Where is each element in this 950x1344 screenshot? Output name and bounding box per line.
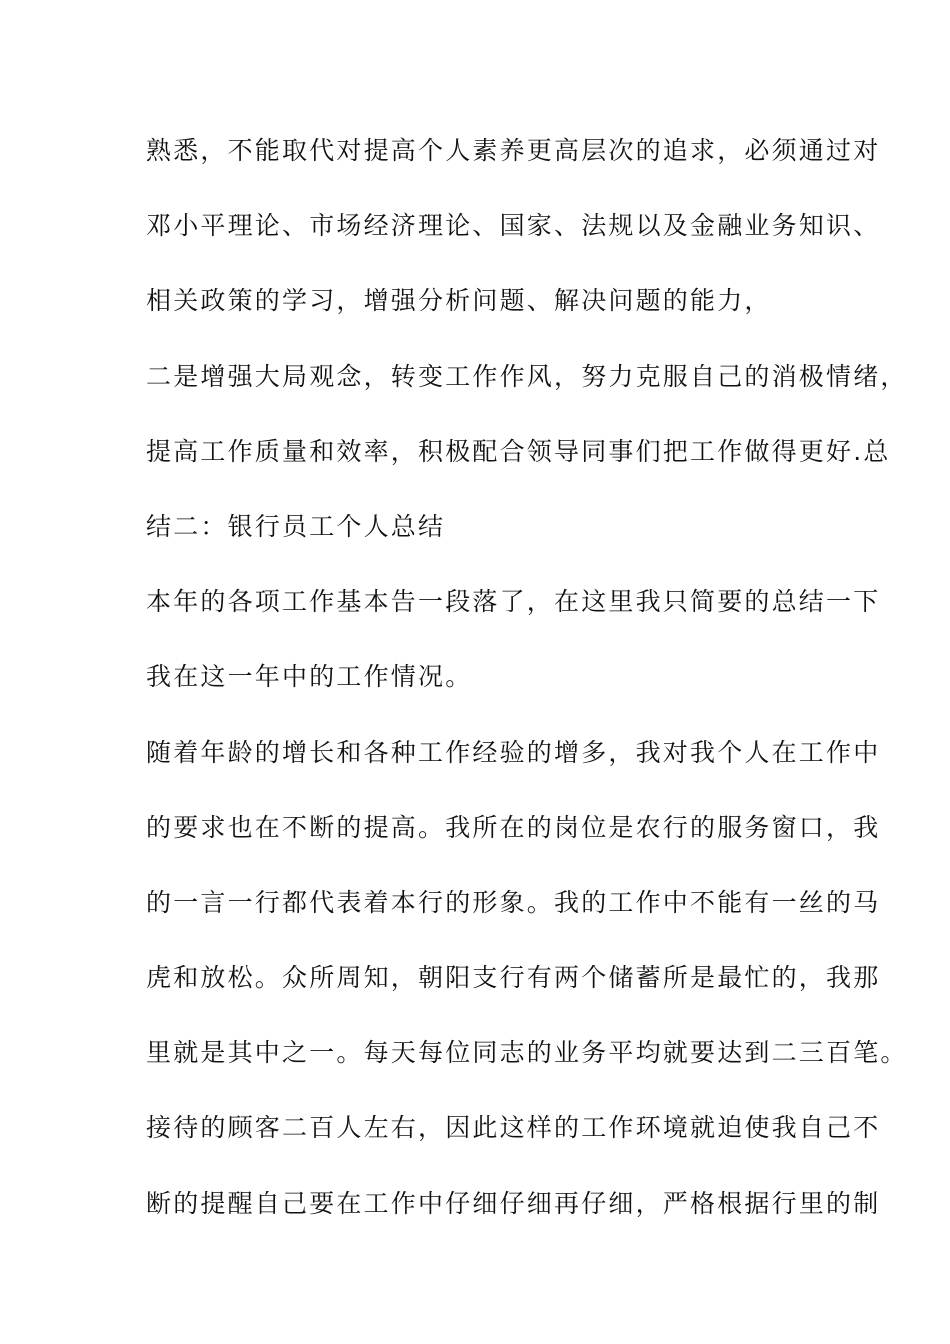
text-line: 邓小平理论、市场经济理论、国家、法规以及金融业务知识、	[146, 211, 881, 241]
text-line: 二是增强大局观念，转变工作作风，努力克服自己的消极情绪，	[146, 361, 908, 391]
text-line: 的一言一行都代表着本行的形象。我的工作中不能有一丝的马	[146, 887, 881, 917]
text-line: 断的提醒自己要在工作中仔细仔细再仔细，严格根据行里的制	[146, 1188, 881, 1218]
text-line: 提高工作质量和效率，积极配合领导同事们把工作做得更好.总	[146, 436, 891, 466]
document-body	[146, 133, 908, 1261]
text-line: 的要求也在不断的提高。我所在的岗位是农行的服务窗口，我	[146, 812, 881, 842]
text-line: 接待的顾客二百人左右，因此这样的工作环境就迫使我自己不	[146, 1113, 881, 1143]
text-line: 相关政策的学习，增强分析问题、解决问题的能力，	[146, 286, 772, 316]
text-line: 我在这一年中的工作情况。	[146, 662, 473, 692]
text-line: 随着年龄的增长和各种工作经验的增多，我对我个人在工作中	[146, 737, 881, 767]
text-line: 里就是其中之一。每天每位同志的业务平均就要达到二三百笔。	[146, 1038, 908, 1068]
text-line: 本年的各项工作基本告一段落了，在这里我只简要的总结一下	[146, 587, 881, 617]
text-line: 虎和放松。众所周知，朝阳支行有两个储蓄所是最忙的，我那	[146, 963, 881, 993]
text-line: 熟悉，不能取代对提高个人素养更高层次的追求，必须通过对	[146, 136, 881, 165]
section-heading-line: 结二：银行员工个人总结	[146, 511, 446, 541]
